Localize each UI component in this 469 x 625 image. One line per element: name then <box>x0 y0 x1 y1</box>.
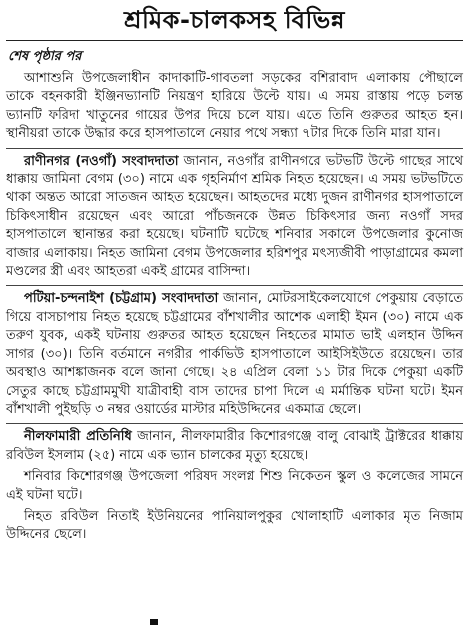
paragraph-4 <box>6 428 463 465</box>
paragraph-3 <box>6 290 463 419</box>
paragraph-4-text: জানান, নীলফামারীর কিশোরগঞ্জে বালু বোঝাই ট্রাক্টরের ধাক্কায় রবিউল ইসলাম (২৫) নামে এক ভ্যান চালকের মৃত্যু হয়েছে। <box>6 429 463 463</box>
continuation-label: শেষ পৃষ্ঠার পর <box>8 49 82 64</box>
paragraph-4-lead: নীলফামারী প্রতিনিধি <box>24 429 132 445</box>
paragraph-1-text: আশাশুনি উপজেলাধীন কাদাকাটি-গাবতলা সড়কের বশিরাবাদ এলাকায় পৌছালে তাকে বহনকারী ইঞ্জিনভ্যানটি নিয়ন্ত্রণ হারিয়ে উল্টে যায়। এ সময় রাস্তায় পড়ে চলন্ত ভ্যানটি ফরিদা খাতুনের গায়ের উপর দিয়ে চলে যায়। এতে তিনি গুরুতর আহত হন। স্থানীয়রা তাকে উদ্ধার করে হাসপাতালে নেয়ার পথে সন্ধ্যা ৭টার দিকে তিনি মারা যান। <box>6 71 463 142</box>
paragraph-5-text: শনিবার কিশোরগঞ্জ উপজেলা পরিষদ সংলগ্ন শিশু নিকেতন স্কুল ও কলেজের সামনে এই ঘটনা ঘটে। <box>6 469 463 503</box>
paragraph-2-text: জানান, নওগাঁর রাণীনগরে ভটভটি উল্টে গাছের সাথে ধাক্কায় জামিনা বেগম (৩০) নামে এক গৃহনির্মাণ শ্রমিক নিহত হয়েছেন। এ সময় ভটভটিতে থাকা অন্তত আরো সাতজন আহত হয়েছেন। আহতদের মধ্যে দুজন রাণীনগর হাসপাতালে চিকিৎসাধীন রয়েছেন এবং আরো পাঁচজনকে উন্নত চিকিৎসার জন্য নওগাঁ সদর হাসপাতালে স্থানান্তর করা হয়েছে। ঘটনাটি ঘটেছে শনিবার সকালে উপজেলার কুনোজ বাজার এলাকায়। নিহত জামিনা বেগম উপজেলার হরিশপুর মৎস্যজীবী পাড়াগ্রামের কমলা মণ্ডলের স্ত্রী এবং আহতরা একই গ্রামের বাসিন্দা। <box>6 153 463 280</box>
newspaper-clipping <box>0 2 469 625</box>
headline: শ্রমিক-চালকসহ বিভিন্ন <box>124 6 345 34</box>
paragraph-6 <box>6 508 463 545</box>
headline-rule <box>6 40 463 41</box>
section-divider <box>6 148 463 149</box>
section-divider <box>6 285 463 286</box>
paragraph-3-text: জানান, মোটরসাইকেলযোগে পেকুয়ায় বেড়াতে গিয়ে বাসচাপায় নিহত হয়েছে চট্টগ্রামের বাঁশখালীর আশেক এলাহী ইমন (৩০) নামে এক তরুণ যুবক, একই ঘটনায় গুরুতর আহত হয়েছেন নিহতের মামাত ভাই এলহান উদ্দিন সাগর (৩০)। তিনি বর্তমানে নগরীর পার্কভিউ হাসপাতালে আইসিইউতে রয়েছেন। তার অবস্থাও আশঙ্কাজনক বলে জানা গেছে। ২৪ এপ্রিল বেলা ১১ টার দিকে পেকুয়া একটি সেতুর কাছে চট্টগ্রামমুখী যাত্রীবাহী বাস তাদের চাপা দিলে এ মর্মান্তিক ঘটনা ঘটে। ইমন বাঁশখালী পুইছড়ি ৩ নম্বর ওয়ার্ডের মাস্টার মহিউদ্দিনের একমাত্র ছেলে। <box>6 291 463 417</box>
paragraph-6-text: নিহত রবিউল নিতাই ইউনিয়নের পানিয়ালপুকুর খোলাহাটি এলাকার মৃত নিজাম উদ্দিনের ছেলে। <box>6 508 463 543</box>
paragraph-1 <box>6 70 463 144</box>
paragraph-3-lead: পটিয়া-চন্দনাইশ (চট্টগ্রাম) সংবাদদাতা <box>24 291 219 307</box>
section-divider <box>6 423 463 424</box>
paragraph-5 <box>6 468 463 505</box>
cut-off-glyph <box>150 619 158 625</box>
paragraph-2 <box>6 153 463 282</box>
paragraph-2-lead: রাণীনগর (নওগাঁ) সংবাদদাতা <box>24 153 179 169</box>
